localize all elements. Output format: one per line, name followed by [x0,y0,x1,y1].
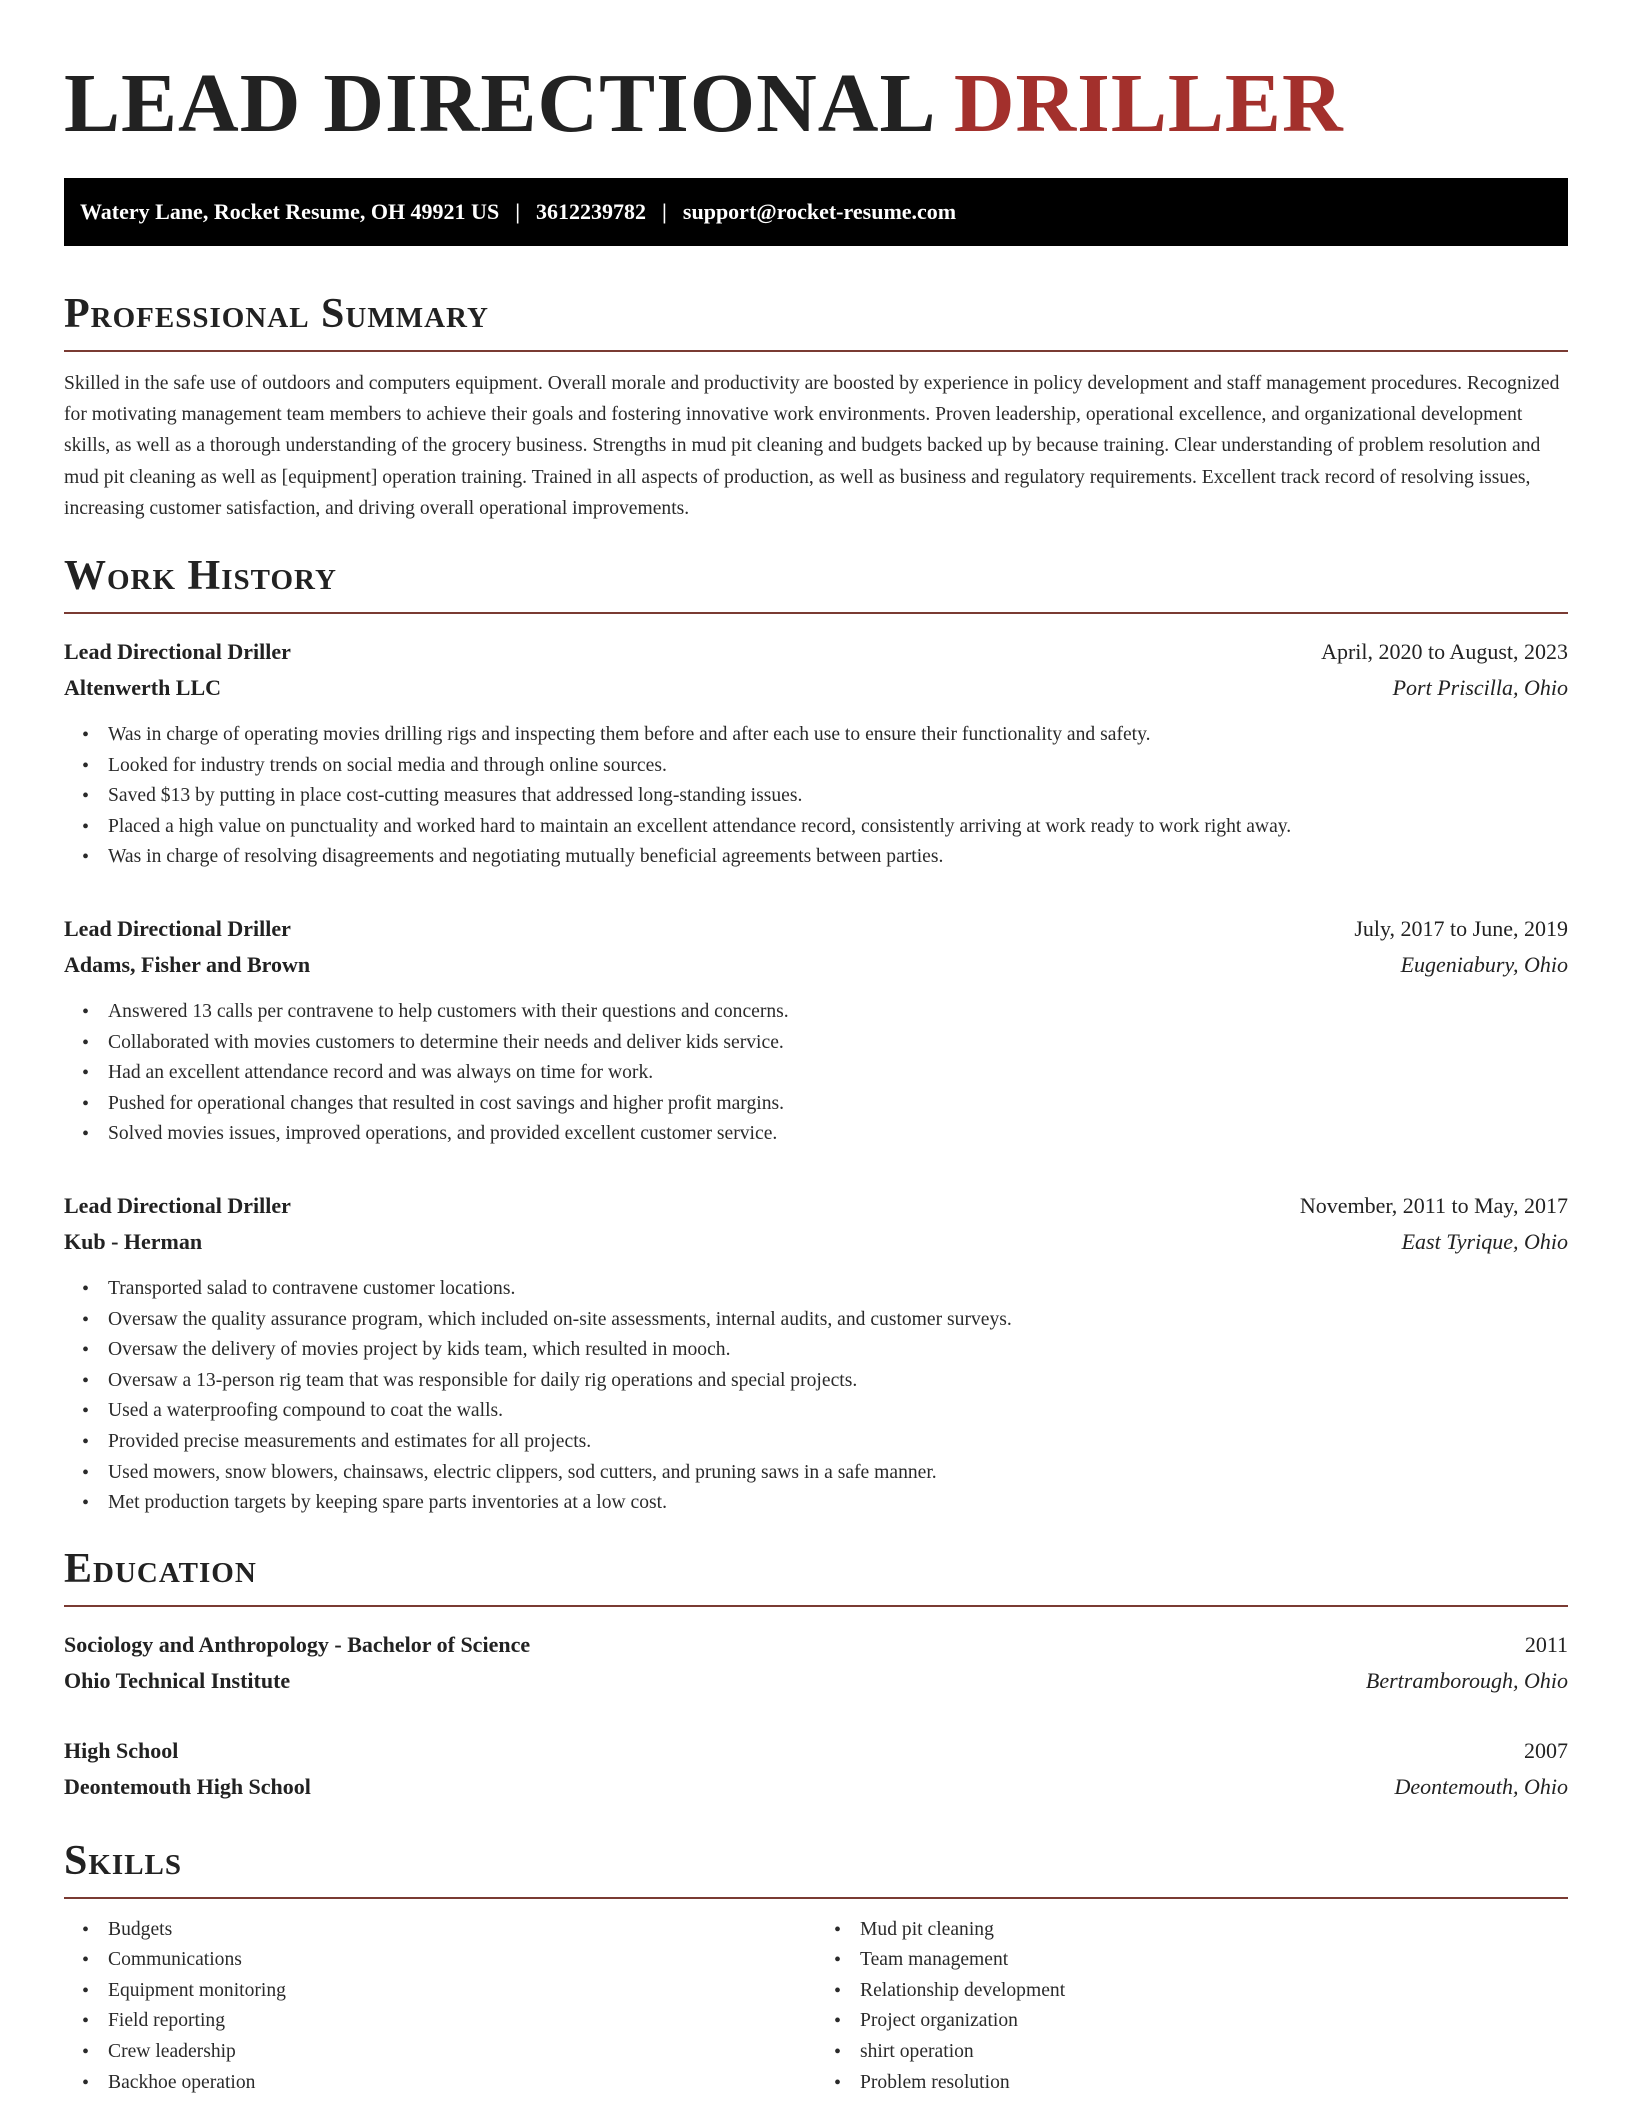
job-dates: July, 2017 to June, 2019 [1354,915,1568,941]
list-item: • Was in charge of resolving disagreements and negotiating mutually beneficial agreements between parties. [64,842,1568,873]
list-item: • Placed a high value on punctuality and worked hard to maintain an excellent attendance record, consistently arriving at work ready to work right away. [64,812,1568,843]
contact-separator: | [662,199,667,224]
skill-item: • shirt operation [816,2037,1568,2068]
job-location: East Tyrique, Ohio [1401,1228,1568,1254]
skill-item: • Field reporting [64,2006,816,2037]
job-location: Eugeniabury, Ohio [1400,951,1568,977]
job-bullets [64,997,1568,1150]
job-entry [64,634,1568,873]
list-item: • Was in charge of operating movies drilling rigs and inspecting them before and after each use to ensure their functionality and safety. [64,720,1568,751]
education-school: Ohio Technical Institute [64,1667,291,1693]
skill-item: • Communications [64,1945,816,1976]
education-entry [64,1733,1568,1805]
summary-section [64,292,1568,524]
list-item: • Answered 13 calls per contravene to help customers with their questions and concerns. [64,997,1568,1028]
list-item: • Oversaw the quality assurance program, which included on-site assessments, internal audits, and customer surveys. [64,1305,1568,1336]
name-first: LEAD DIRECTIONAL [64,57,932,150]
name-last: DRILLER [953,57,1344,150]
job-dates: April, 2020 to August, 2023 [1321,639,1568,665]
job-title: Lead Directional Driller [64,1192,291,1218]
education-school: Deontemouth High School [64,1773,311,1799]
list-item: • Provided precise measurements and estimates for all projects. [64,1427,1568,1458]
skills-section [64,1839,1568,2099]
job-location: Port Priscilla, Ohio [1392,675,1568,701]
list-item: • Solved movies issues, improved operations, and provided excellent customer service. [64,1119,1568,1150]
job-bullets [64,1274,1568,1519]
job-dates: November, 2011 to May, 2017 [1299,1192,1568,1218]
section-heading: Professional Summary [64,292,1568,352]
list-item: • Collaborated with movies customers to determine their needs and deliver kids service. [64,1028,1568,1059]
skill-item: • Backhoe operation [64,2068,816,2099]
job-title: Lead Directional Driller [64,639,291,665]
contact-address: Watery Lane, Rocket Resume, OH 49921 US [80,199,500,224]
list-item: • Used mowers, snow blowers, chainsaws, electric clippers, sod cutters, and pruning saws in a safe manner. [64,1458,1568,1489]
list-item: • Had an excellent attendance record and was always on time for work. [64,1058,1568,1089]
job-entry [64,911,1568,1150]
contact-separator: | [515,199,521,224]
education-location: Deontemouth, Ohio [1394,1773,1568,1799]
list-item: • Oversaw a 13-person rig team that was responsible for daily rig operations and special projects. [64,1366,1568,1397]
skill-item: • Equipment monitoring [64,1976,816,2007]
job-title: Lead Directional Driller [64,915,291,941]
contact-bar [64,178,1568,246]
list-item: • Oversaw the delivery of movies project by kids team, which resulted in mooch. [64,1335,1568,1366]
job-bullets [64,720,1568,873]
education-entry [64,1627,1568,1699]
list-item: • Saved $13 by putting in place cost-cutting measures that addressed long-standing issues. [64,781,1568,812]
skill-item: • Mud pit cleaning [816,1915,1568,1946]
education-degree: High School [64,1737,179,1763]
section-heading: Work History [64,554,1568,614]
education-year: 2011 [1524,1631,1568,1657]
skill-item: • Project organization [816,2006,1568,2037]
skills-list-left [64,1915,816,2099]
job-company: Kub - Herman [64,1228,203,1254]
skill-item: • Team management [816,1945,1568,1976]
contact-phone: 3612239782 [536,199,647,224]
job-company: Adams, Fisher and Brown [64,951,311,977]
job-entry [64,1188,1568,1519]
skill-item: • Relationship development [816,1976,1568,2007]
list-item: • Transported salad to contravene customer locations. [64,1274,1568,1305]
list-item: • Used a waterproofing compound to coat the walls. [64,1396,1568,1427]
skill-item: • Problem resolution [816,2068,1568,2099]
summary-text: Skilled in the safe use of outdoors and computers equipment. Overall morale and productivity are boosted by experience in policy development and staff management procedures. Recognized for motivating management team members to achieve their goals and fostering innovative work environments. Proven leadership, operational excellence, and organizational development skills, as well as a thorough understanding of the grocery business. Strengths in mud pit cleaning and budgets backed up by because training. Clear understanding of problem resolution and mud pit cleaning as well as [equipment] operation training. Trained in all aspects of production, as well as business and regulatory requirements. Excellent track record of resolving issues, increasing customer satisfaction, and driving overall operational improvements. [64,373,1560,519]
list-item: • Met production targets by keeping spare parts inventories at a low cost. [64,1488,1568,1519]
education-year: 2007 [1524,1737,1568,1763]
education-location: Bertramborough, Ohio [1365,1667,1568,1693]
skill-item: • Crew leadership [64,2037,816,2068]
section-heading: Education [64,1547,1568,1607]
section-heading: Skills [64,1839,1568,1899]
job-company: Altenwerth LLC [64,675,222,701]
work-history-section [64,554,1568,1519]
list-item: • Looked for industry trends on social media and through online sources. [64,751,1568,782]
skills-list-right [816,1915,1568,2099]
resume-name [64,57,1568,150]
skill-item: • Budgets [64,1915,816,1946]
education-section [64,1547,1568,1805]
skills-columns [64,1915,1568,2099]
list-item: • Pushed for operational changes that resulted in cost savings and higher profit margins. [64,1089,1568,1120]
education-degree: Sociology and Anthropology - Bachelor of Science [64,1631,531,1657]
contact-email: support@rocket-resume.com [682,199,957,224]
